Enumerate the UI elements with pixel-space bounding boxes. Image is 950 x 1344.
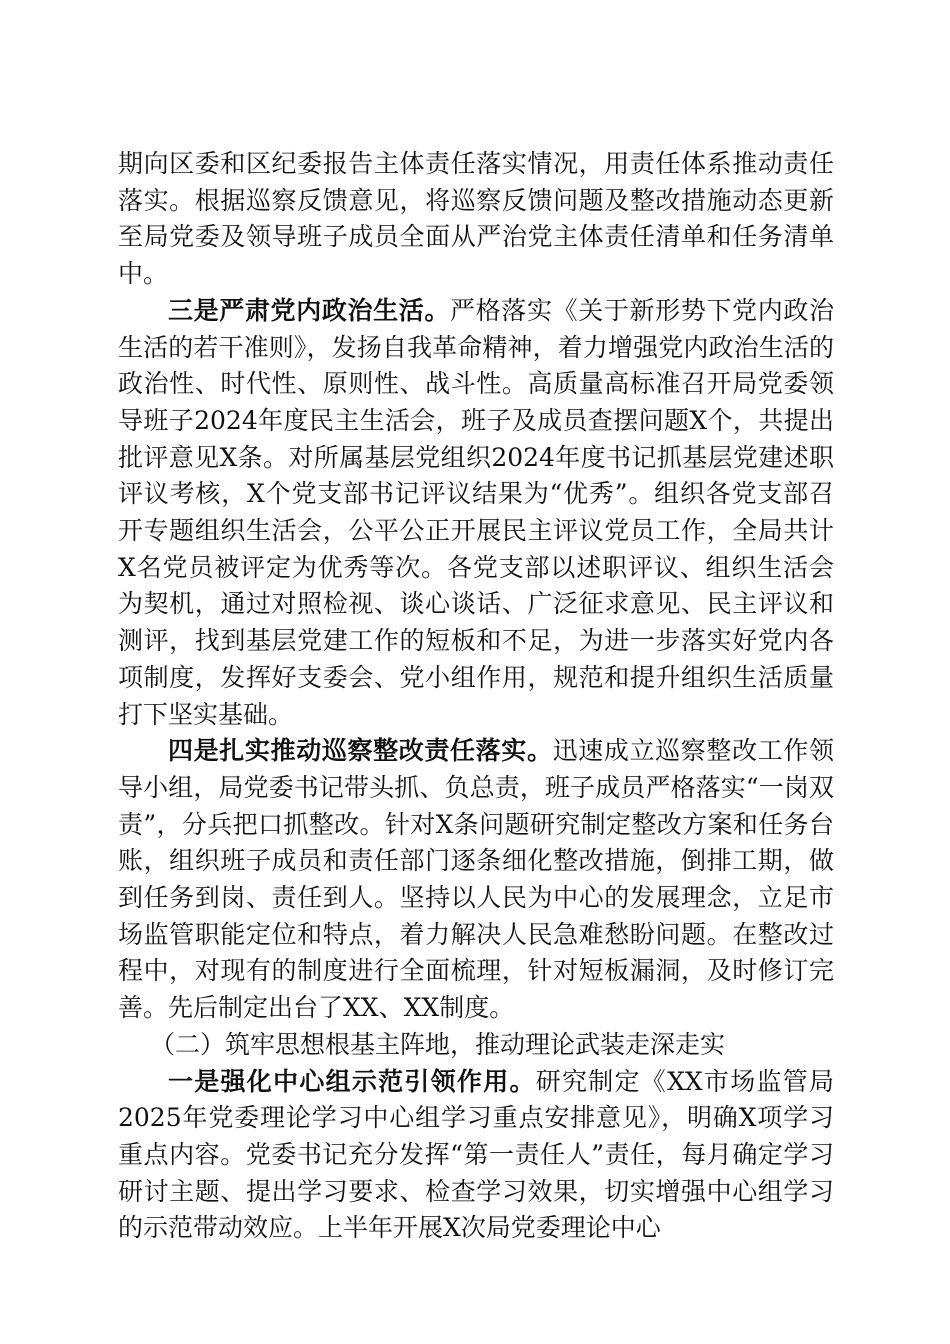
paragraph-inspection-rectification	[118, 733, 834, 1027]
section-title	[118, 1027, 834, 1064]
document-body	[118, 146, 834, 1247]
paragraph-continuation	[118, 146, 834, 293]
paragraph-political-life	[118, 293, 834, 733]
paragraph-heading: 三是严肃党内政治生活。	[168, 295, 451, 325]
paragraph-text: 期向区委和区纪委报告主体责任落实情况，用责任体系推动责任落实。根据巡察反馈意见，将巡察反馈问题及整改措施动态更新至局党委及领导班子成员全面从严治党主体责任清单和任务清单中。	[118, 149, 834, 289]
paragraph-text: 迅速成立巡察整改工作领导小组，局党委书记带头抓、负总责，班子成员严格落实“一岗双责”，分兵把口抓整改。针对X条问题研究制定整改方案和任务台账，组织班子成员和责任部门逐条细化整改措施，倒排工期，做到任务到岗、责任到人。坚持以人民为中心的发展理念，立足市场监管职能定位和特点，着力解决人民急难愁盼问题。在整改过程中，对现有的制度进行全面梳理，针对短板漏洞，及时修订完善。先后制定出台了XX、XX制度。	[118, 736, 834, 1023]
paragraph-text: 研究制定《XX市场监管局2025年党委理论学习中心组学习重点安排意见》，明确X项学习重点内容。党委书记充分发挥“第一责任人”责任，每月确定学习研讨主题、提出学习要求、检查学习效果，切实增强中心组学习的示范带动效应。上半年开展X次局党委理论中心	[118, 1066, 834, 1243]
paragraph-heading: 四是扎实推动巡察整改责任落实。	[168, 736, 553, 766]
paragraph-central-group	[118, 1064, 834, 1248]
paragraph-text: 严格落实《关于新形势下党内政治生活的若干准则》，发扬自我革命精神，着力增强党内政治生活的政治性、时代性、原则性、战斗性。高质量高标准召开局党委领导班子2024年度民主生活会，班子及成员查摆问题X个，共提出批评意见X条。对所属基层党组织2024年度书记抓基层党建述职评议考核，X个党支部书记评议结果为“优秀”。组织各党支部召开专题组织生活会，公平公正开展民主评议党员工作，全局共计X名党员被评定为优秀等次。各党支部以述职评议、组织生活会为契机，通过对照检视、谈心谈话、广泛征求意见、民主评议和测评，找到基层党建工作的短板和不足，为进一步落实好党内各项制度，发挥好支委会、党小组作用，规范和提升组织生活质量打下坚实基础。	[118, 295, 834, 729]
section-title-text: （二）筑牢思想根基主阵地，推动理论武装走深走实	[150, 1029, 726, 1059]
paragraph-heading: 一是强化中心组示范引领作用。	[168, 1066, 536, 1096]
